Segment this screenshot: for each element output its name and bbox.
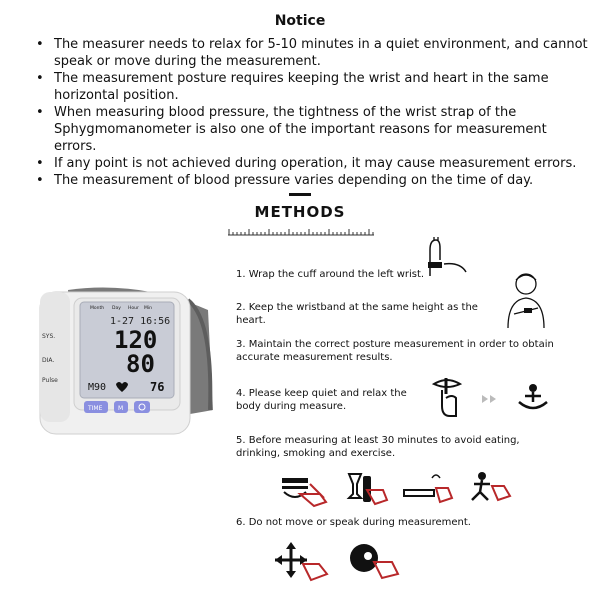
notice-item: • The measurement posture requires keeping the wrist and heart in the same horizontal position. [36, 71, 549, 103]
lcd-dia-value: 80 [126, 350, 155, 378]
no-drinking-icon [345, 470, 389, 508]
lcd-memory: M90 [88, 382, 107, 393]
quiet-finger-icon [430, 376, 464, 420]
arrow-right-icon [480, 393, 500, 405]
methods-title: METHODS [254, 203, 346, 221]
methods-divider [289, 193, 311, 196]
step-4: 4. Please keep quiet and relax the body during measure. [236, 388, 407, 412]
ruler-decoration [228, 227, 374, 237]
time-button-label: TIME [88, 405, 103, 412]
blood-pressure-monitor [38, 280, 218, 440]
notice-title: Notice [274, 13, 326, 29]
bullet-icon: • [36, 37, 44, 52]
bullet-icon: • [36, 105, 44, 120]
pulse-label: Pulse [42, 377, 58, 384]
bullet-icon: • [36, 173, 44, 188]
header-min: Min [144, 306, 152, 311]
header-month: Month [90, 306, 105, 311]
bullet-icon: • [36, 71, 44, 86]
step-1: 1. Wrap the cuff around the left wrist. [236, 269, 425, 280]
posture-icon [500, 270, 552, 330]
step-5: 5. Before measuring at least 30 minutes to avoid eating, drinking, smoking and exercise. [236, 435, 520, 459]
notice-item: • When measuring blood pressure, the tightness of the wrist strap of the Sphygmomanometer is also one of the important reasons for measurement errors. [36, 105, 547, 154]
lcd-datetime: 1-27 16:56 [110, 316, 171, 327]
notice-list [30, 36, 590, 189]
step-3: 3. Maintain the correct posture measurement in order to obtain accurate measurement results. [236, 339, 554, 363]
header-hour: Hour [128, 306, 139, 311]
no-moving-icon [275, 540, 331, 584]
step-6: 6. Do not move or speak during measurement. [236, 517, 471, 528]
notice-item: • If any point is not achieved during operation, it may cause measurement errors. [36, 156, 577, 171]
header-day: Day [112, 306, 121, 311]
no-exercise-icon [468, 470, 512, 508]
notice-item: • The measurer needs to relax for 5-10 minutes in a quiet environment, and cannot speak or move during the measurement. [36, 37, 588, 69]
lcd-pulse-value: 76 [150, 380, 165, 394]
no-smoking-icon [402, 470, 454, 508]
power-button[interactable] [134, 401, 150, 413]
bullet-icon: • [36, 156, 44, 171]
notice-item: • The measurement of blood pressure varies depending on the time of day. [36, 173, 534, 188]
no-speaking-icon [348, 540, 402, 584]
dia-label: DIA. [42, 357, 55, 364]
wrist-cuff-icon [420, 236, 470, 280]
lcd-sys-value: 120 [114, 326, 158, 354]
step-2: 2. Keep the wristband at the same height as the heart. [236, 302, 478, 326]
sys-label: SYS. [42, 333, 56, 340]
memory-button-label: M [118, 405, 124, 412]
relax-icon [515, 382, 551, 412]
no-eating-icon [280, 472, 330, 508]
